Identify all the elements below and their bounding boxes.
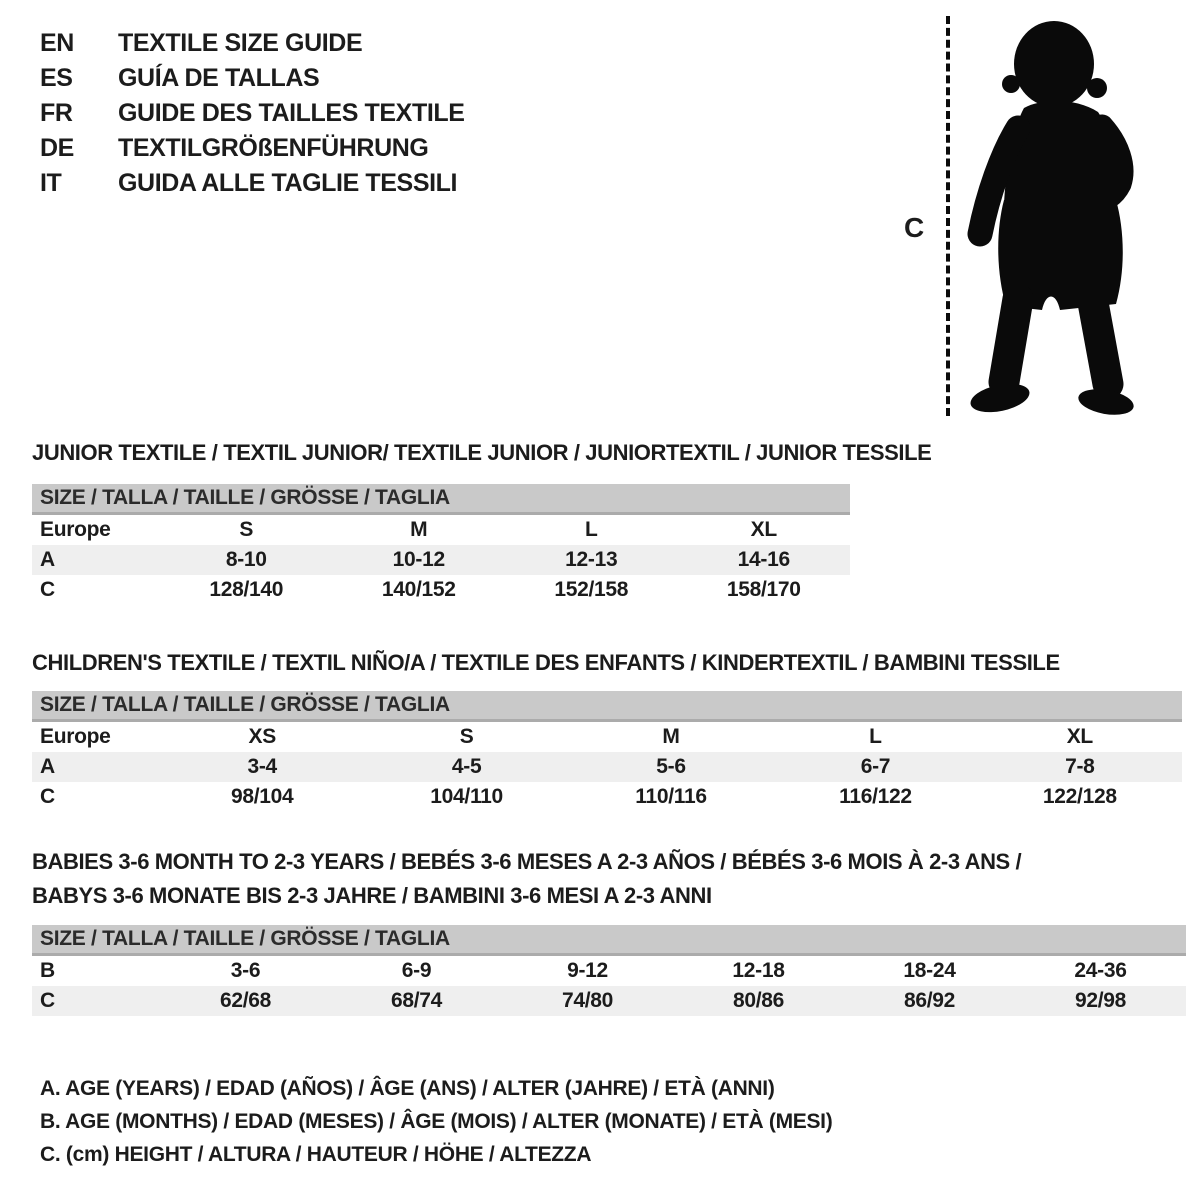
row-label: Europe — [40, 725, 111, 748]
size-value: XL — [750, 518, 777, 541]
language-code: EN — [40, 29, 74, 57]
height-value: 140/152 — [381, 578, 456, 601]
size-value: M — [662, 725, 680, 748]
age-value: 10-12 — [392, 548, 445, 571]
height-value: 62/68 — [219, 989, 272, 1012]
size-value: L — [869, 725, 882, 748]
language-code: FR — [40, 99, 73, 127]
babies-table-title-line1: BABIES 3-6 MONTH TO 2-3 YEARS / BEBÉS 3-6 MESES A 2-3 AÑOS / BÉBÉS 3-6 MOIS À 2-3 ANS / — [32, 849, 1022, 874]
language-code: ES — [40, 64, 73, 92]
age-value: 14-16 — [737, 548, 790, 571]
age-value: 4-5 — [451, 755, 482, 778]
size-value: L — [584, 518, 598, 541]
language-row-it — [40, 166, 465, 201]
babies-row-months — [32, 956, 1186, 986]
height-value: 104/110 — [430, 785, 503, 808]
age-value: 3-4 — [247, 755, 277, 778]
height-measure-dashed-line — [946, 16, 950, 416]
junior-textile-section — [32, 436, 932, 605]
size-value: XL — [1066, 725, 1093, 748]
height-value: 128/140 — [209, 578, 284, 601]
language-row-en — [40, 26, 465, 61]
height-value: 98/104 — [230, 785, 294, 808]
row-label: Europe — [40, 518, 111, 541]
junior-table-title: JUNIOR TEXTILE / TEXTIL JUNIOR/ TEXTILE JUNIOR / JUNIORTEXTIL / JUNIOR TESSILE — [32, 440, 932, 465]
language-code: IT — [40, 169, 62, 197]
babies-row-height — [32, 986, 1186, 1016]
months-value: 6-9 — [401, 959, 432, 982]
row-label: C — [40, 785, 55, 808]
months-value: 3-6 — [230, 959, 261, 982]
height-value: 122/128 — [1042, 785, 1117, 808]
row-label: A — [40, 548, 55, 571]
language-row-fr — [40, 96, 465, 131]
language-list — [40, 26, 465, 201]
junior-row-europe — [32, 515, 850, 545]
children-size-header: SIZE / TALLA / TAILLE / GRÖSSE / TAGLIA — [32, 691, 1182, 722]
height-value: 92/98 — [1074, 989, 1127, 1012]
children-row-height — [32, 782, 1182, 812]
height-value: 116/122 — [839, 785, 912, 808]
size-value: XS — [248, 725, 276, 748]
babies-table-title-line2: BABYS 3-6 MONATE BIS 2-3 JAHRE / BAMBINI 3-6 MESI A 2-3 ANNI — [32, 883, 712, 908]
height-measure-label: C — [904, 212, 925, 243]
children-textile-section — [32, 646, 1182, 812]
legend — [40, 1072, 832, 1171]
size-value: S — [239, 518, 254, 541]
age-value: 7-8 — [1065, 755, 1095, 778]
height-value: 68/74 — [390, 989, 443, 1012]
height-value: 152/158 — [554, 578, 629, 601]
age-value: 6-7 — [860, 755, 891, 778]
junior-row-height — [32, 575, 850, 605]
size-value: M — [410, 518, 428, 541]
age-value: 12-13 — [565, 548, 618, 571]
age-value: 8-10 — [225, 548, 267, 571]
legend-age-years: A. AGE (YEARS) / EDAD (AÑOS) / ÂGE (ANS) / ALTER (JAHRE) / ETÀ (ANNI) — [40, 1077, 775, 1100]
toddler-silhouette-icon — [958, 14, 1140, 418]
junior-row-age — [32, 545, 850, 575]
row-label: C — [40, 989, 55, 1012]
months-value: 24-36 — [1074, 959, 1127, 982]
children-row-age — [32, 752, 1182, 782]
row-label: C — [40, 578, 55, 601]
junior-size-header: SIZE / TALLA / TAILLE / GRÖSSE / TAGLIA — [32, 484, 850, 515]
legend-height-cm: C. (cm) HEIGHT / ALTURA / HAUTEUR / HÖHE / ALTEZZA — [40, 1143, 592, 1166]
row-label: B — [40, 959, 55, 982]
months-value: 18-24 — [903, 959, 956, 982]
language-row-de — [40, 131, 465, 166]
row-label: A — [40, 755, 55, 778]
language-title: TEXTILE SIZE GUIDE — [118, 29, 363, 57]
children-row-europe — [32, 722, 1182, 752]
babies-size-header: SIZE / TALLA / TAILLE / GRÖSSE / TAGLIA — [32, 925, 1186, 956]
months-value: 9-12 — [567, 959, 608, 982]
height-value: 110/116 — [635, 785, 707, 808]
language-code: DE — [40, 134, 74, 162]
height-value: 158/170 — [726, 578, 801, 601]
language-row-es — [40, 61, 465, 96]
language-title: TEXTILGRÖßENFÜHRUNG — [118, 134, 429, 162]
language-title: GUÍA DE TALLAS — [118, 64, 320, 92]
height-value: 80/86 — [732, 989, 785, 1012]
age-value: 5-6 — [656, 755, 686, 778]
height-value: 86/92 — [903, 989, 956, 1012]
children-table-title: CHILDREN'S TEXTILE / TEXTIL NIÑO/A / TEXTILE DES ENFANTS / KINDERTEXTIL / BAMBINI TESSILE — [32, 650, 1060, 675]
legend-age-months: B. AGE (MONTHS) / EDAD (MESES) / ÂGE (MOIS) / ALTER (MONATE) / ETÀ (MESI) — [40, 1110, 833, 1133]
size-value: S — [459, 725, 474, 748]
height-value: 74/80 — [561, 989, 614, 1012]
months-value: 12-18 — [732, 959, 785, 982]
babies-textile-section — [32, 845, 1186, 1016]
language-title: GUIDE DES TAILLES TEXTILE — [118, 99, 465, 127]
language-title: GUIDA ALLE TAGLIE TESSILI — [118, 169, 458, 197]
